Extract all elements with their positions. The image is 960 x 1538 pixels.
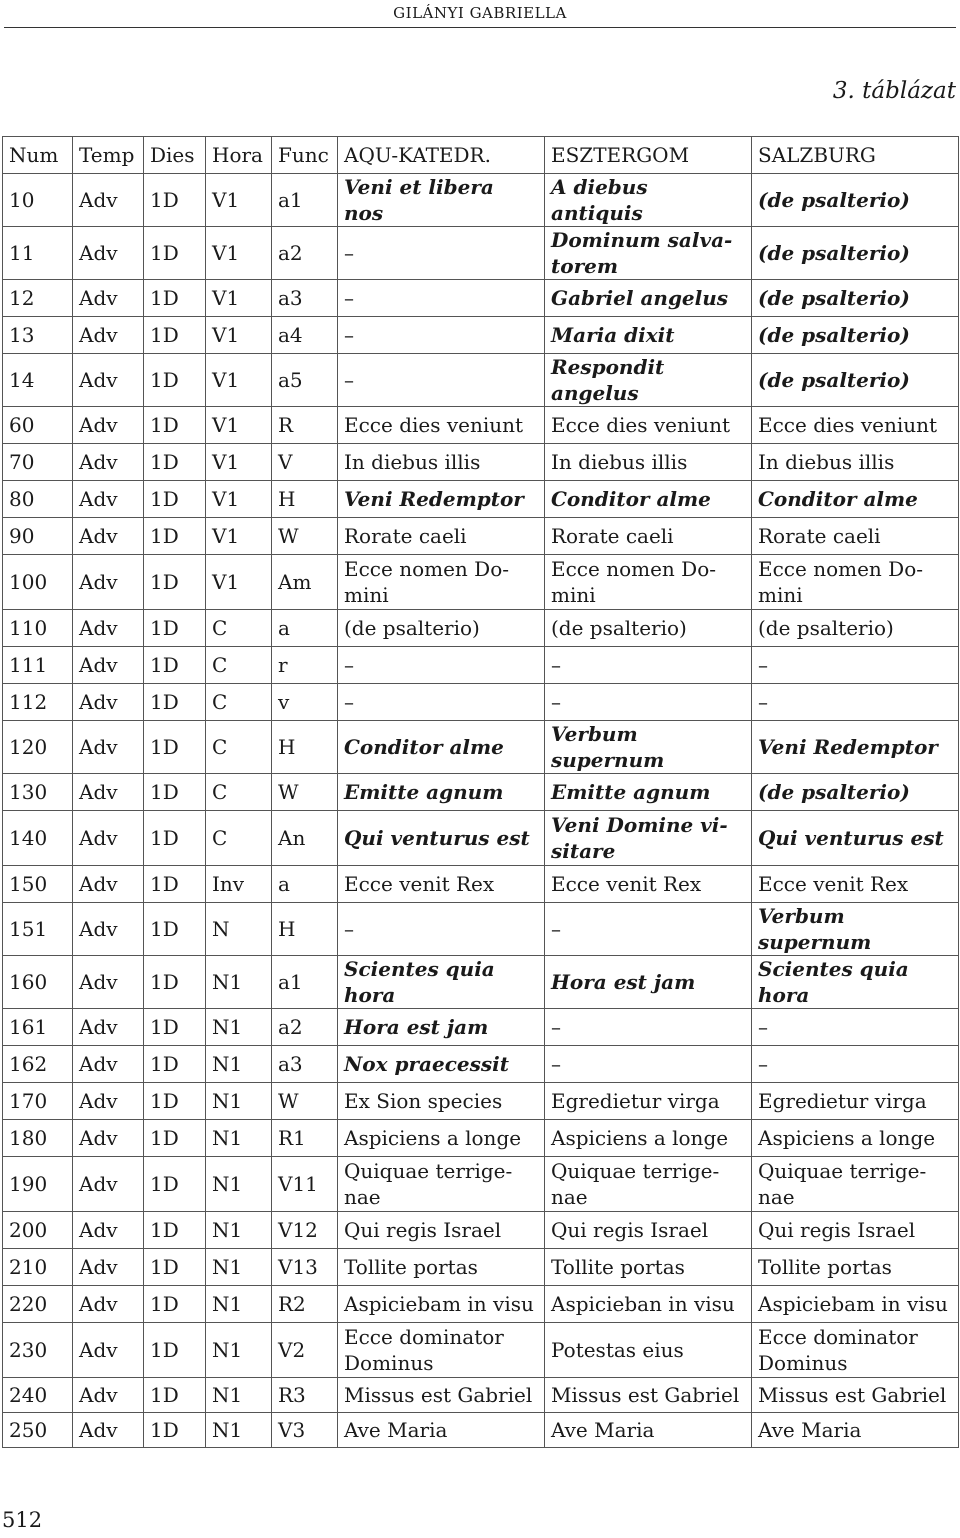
- cell-num: 240: [3, 1378, 73, 1413]
- cell-salzburg: Aspiciens a longe: [752, 1120, 959, 1157]
- cell-aqu: In diebus illis: [338, 444, 545, 481]
- page-number: 512: [2, 1508, 43, 1532]
- cell-hora: C: [206, 684, 272, 721]
- cell-func: An: [272, 811, 338, 866]
- cell-esztergom: Missus est Gabriel: [545, 1378, 752, 1413]
- cell-temp: Adv: [73, 1323, 144, 1378]
- cell-dies: 1D: [144, 956, 206, 1009]
- cell-num: 160: [3, 956, 73, 1009]
- cell-temp: Adv: [73, 956, 144, 1009]
- cell-aqu: Veni et libera nos: [338, 174, 545, 227]
- cell-aqu: Ex Sion species: [338, 1083, 545, 1120]
- cell-hora: V1: [206, 174, 272, 227]
- col-header-esztergom: ESZTERGOM: [545, 137, 752, 174]
- cell-dies: 1D: [144, 1323, 206, 1378]
- cell-aqu: –: [338, 317, 545, 354]
- cell-dies: 1D: [144, 610, 206, 647]
- cell-dies: 1D: [144, 354, 206, 407]
- table-row: [3, 555, 959, 610]
- cell-num: 120: [3, 721, 73, 774]
- cell-salzburg: (de psalterio): [752, 317, 959, 354]
- cell-aqu: Ecce venit Rex: [338, 866, 545, 903]
- table-header-row: [3, 137, 959, 174]
- cell-esztergom: Aspiciens a longe: [545, 1120, 752, 1157]
- cell-temp: Adv: [73, 774, 144, 811]
- cell-salzburg: Tollite portas: [752, 1249, 959, 1286]
- table-row: [3, 518, 959, 555]
- cell-hora: V1: [206, 227, 272, 280]
- cell-temp: Adv: [73, 1378, 144, 1413]
- table-row: [3, 1286, 959, 1323]
- cell-dies: 1D: [144, 174, 206, 227]
- cell-esztergom: –: [545, 1009, 752, 1046]
- cell-hora: N1: [206, 1083, 272, 1120]
- cell-func: V11: [272, 1157, 338, 1212]
- cell-salzburg: (de psalterio): [752, 280, 959, 317]
- cell-hora: N1: [206, 1157, 272, 1212]
- cell-temp: Adv: [73, 1413, 144, 1448]
- cell-aqu: –: [338, 280, 545, 317]
- cell-esztergom: Ecce dies veniunt: [545, 407, 752, 444]
- cell-dies: 1D: [144, 1046, 206, 1083]
- cell-esztergom: Hora est jam: [545, 956, 752, 1009]
- cell-dies: 1D: [144, 407, 206, 444]
- table-row: [3, 684, 959, 721]
- cell-dies: 1D: [144, 866, 206, 903]
- cell-salzburg: Scientes quia hora: [752, 956, 959, 1009]
- cell-func: a3: [272, 1046, 338, 1083]
- cell-num: 220: [3, 1286, 73, 1323]
- col-header-func: Func: [272, 137, 338, 174]
- cell-temp: Adv: [73, 407, 144, 444]
- cell-dies: 1D: [144, 774, 206, 811]
- cell-hora: Inv: [206, 866, 272, 903]
- col-header-temp: Temp: [73, 137, 144, 174]
- cell-esztergom: Gabriel angelus: [545, 280, 752, 317]
- cell-num: 111: [3, 647, 73, 684]
- cell-temp: Adv: [73, 610, 144, 647]
- cell-aqu: Conditor alme: [338, 721, 545, 774]
- cell-func: a: [272, 866, 338, 903]
- cell-func: H: [272, 903, 338, 956]
- cell-salzburg: Missus est Gabriel: [752, 1378, 959, 1413]
- cell-dies: 1D: [144, 1083, 206, 1120]
- cell-esztergom: Tollite portas: [545, 1249, 752, 1286]
- cell-aqu: Aspiciebam in visu: [338, 1286, 545, 1323]
- cell-func: a1: [272, 956, 338, 1009]
- cell-temp: Adv: [73, 280, 144, 317]
- chant-table: [2, 136, 959, 1448]
- cell-aqu: Tollite portas: [338, 1249, 545, 1286]
- table-row: [3, 1009, 959, 1046]
- cell-salzburg: –: [752, 684, 959, 721]
- cell-temp: Adv: [73, 903, 144, 956]
- cell-esztergom: Ave Maria: [545, 1413, 752, 1448]
- cell-temp: Adv: [73, 481, 144, 518]
- cell-func: R2: [272, 1286, 338, 1323]
- cell-dies: 1D: [144, 903, 206, 956]
- cell-hora: V1: [206, 481, 272, 518]
- table-row: [3, 610, 959, 647]
- cell-num: 60: [3, 407, 73, 444]
- cell-esztergom: Dominum salva-torem: [545, 227, 752, 280]
- cell-hora: V1: [206, 407, 272, 444]
- cell-func: a4: [272, 317, 338, 354]
- cell-esztergom: Ecce venit Rex: [545, 866, 752, 903]
- cell-temp: Adv: [73, 354, 144, 407]
- cell-temp: Adv: [73, 1212, 144, 1249]
- cell-temp: Adv: [73, 866, 144, 903]
- col-header-hora: Hora: [206, 137, 272, 174]
- cell-func: V12: [272, 1212, 338, 1249]
- cell-esztergom: A diebus antiquis: [545, 174, 752, 227]
- cell-esztergom: Emitte agnum: [545, 774, 752, 811]
- cell-num: 12: [3, 280, 73, 317]
- cell-temp: Adv: [73, 1157, 144, 1212]
- cell-salzburg: Conditor alme: [752, 481, 959, 518]
- cell-aqu: Aspiciens a longe: [338, 1120, 545, 1157]
- cell-aqu: (de psalterio): [338, 610, 545, 647]
- cell-temp: Adv: [73, 721, 144, 774]
- cell-func: V: [272, 444, 338, 481]
- cell-salzburg: (de psalterio): [752, 227, 959, 280]
- cell-func: H: [272, 721, 338, 774]
- cell-func: V3: [272, 1413, 338, 1448]
- cell-func: R3: [272, 1378, 338, 1413]
- cell-dies: 1D: [144, 227, 206, 280]
- cell-hora: C: [206, 610, 272, 647]
- cell-temp: Adv: [73, 227, 144, 280]
- cell-salzburg: In diebus illis: [752, 444, 959, 481]
- cell-aqu: –: [338, 354, 545, 407]
- cell-num: 70: [3, 444, 73, 481]
- cell-hora: N1: [206, 1212, 272, 1249]
- cell-num: 80: [3, 481, 73, 518]
- col-header-dies: Dies: [144, 137, 206, 174]
- cell-hora: N1: [206, 1286, 272, 1323]
- cell-dies: 1D: [144, 684, 206, 721]
- cell-hora: V1: [206, 444, 272, 481]
- cell-aqu: Qui regis Israel: [338, 1212, 545, 1249]
- cell-hora: V1: [206, 317, 272, 354]
- cell-func: a5: [272, 354, 338, 407]
- cell-hora: N1: [206, 1378, 272, 1413]
- cell-num: 170: [3, 1083, 73, 1120]
- cell-num: 10: [3, 174, 73, 227]
- cell-dies: 1D: [144, 555, 206, 610]
- cell-hora: C: [206, 774, 272, 811]
- table-row: [3, 1046, 959, 1083]
- table-row: [3, 227, 959, 280]
- table-row: [3, 1378, 959, 1413]
- cell-salzburg: Aspiciebam in visu: [752, 1286, 959, 1323]
- cell-aqu: Ecce nomen Do-mini: [338, 555, 545, 610]
- cell-num: 162: [3, 1046, 73, 1083]
- table-row: [3, 1249, 959, 1286]
- table-row: [3, 444, 959, 481]
- cell-num: 13: [3, 317, 73, 354]
- cell-dies: 1D: [144, 1249, 206, 1286]
- cell-salzburg: (de psalterio): [752, 610, 959, 647]
- cell-esztergom: Conditor alme: [545, 481, 752, 518]
- running-head: GILÁNYI GABRIELLA: [393, 4, 567, 22]
- cell-esztergom: Veni Domine vi-sitare: [545, 811, 752, 866]
- cell-dies: 1D: [144, 481, 206, 518]
- cell-func: Am: [272, 555, 338, 610]
- cell-aqu: –: [338, 227, 545, 280]
- cell-aqu: Scientes quia hora: [338, 956, 545, 1009]
- cell-esztergom: –: [545, 684, 752, 721]
- cell-aqu: –: [338, 647, 545, 684]
- cell-hora: N1: [206, 1323, 272, 1378]
- cell-aqu: Ave Maria: [338, 1413, 545, 1448]
- cell-salzburg: –: [752, 1046, 959, 1083]
- cell-aqu: –: [338, 903, 545, 956]
- table-row: [3, 481, 959, 518]
- cell-dies: 1D: [144, 1413, 206, 1448]
- cell-func: a3: [272, 280, 338, 317]
- cell-esztergom: (de psalterio): [545, 610, 752, 647]
- cell-num: 130: [3, 774, 73, 811]
- cell-dies: 1D: [144, 811, 206, 866]
- cell-aqu: Nox praecessit: [338, 1046, 545, 1083]
- cell-salzburg: (de psalterio): [752, 774, 959, 811]
- table-row: [3, 407, 959, 444]
- cell-num: 100: [3, 555, 73, 610]
- cell-aqu: Qui venturus est: [338, 811, 545, 866]
- cell-func: V2: [272, 1323, 338, 1378]
- cell-dies: 1D: [144, 1009, 206, 1046]
- cell-esztergom: Ecce nomen Do-mini: [545, 555, 752, 610]
- cell-aqu: Quiquae terrige-nae: [338, 1157, 545, 1212]
- cell-hora: N1: [206, 1249, 272, 1286]
- cell-num: 90: [3, 518, 73, 555]
- table-row: [3, 174, 959, 227]
- cell-temp: Adv: [73, 1046, 144, 1083]
- cell-aqu: Ecce dominator Dominus: [338, 1323, 545, 1378]
- cell-temp: Adv: [73, 174, 144, 227]
- cell-temp: Adv: [73, 1286, 144, 1323]
- cell-salzburg: Verbum supernum: [752, 903, 959, 956]
- table-row: [3, 721, 959, 774]
- table-row: [3, 1157, 959, 1212]
- cell-salzburg: (de psalterio): [752, 354, 959, 407]
- cell-hora: V1: [206, 354, 272, 407]
- cell-dies: 1D: [144, 647, 206, 684]
- cell-esztergom: Potestas eius: [545, 1323, 752, 1378]
- col-header-num: Num: [3, 137, 73, 174]
- table-row: [3, 956, 959, 1009]
- cell-dies: 1D: [144, 1120, 206, 1157]
- cell-esztergom: Quiquae terrige-nae: [545, 1157, 752, 1212]
- cell-num: 161: [3, 1009, 73, 1046]
- cell-num: 150: [3, 866, 73, 903]
- cell-func: v: [272, 684, 338, 721]
- cell-func: H: [272, 481, 338, 518]
- cell-num: 14: [3, 354, 73, 407]
- cell-func: a1: [272, 174, 338, 227]
- table-row: [3, 866, 959, 903]
- cell-dies: 1D: [144, 518, 206, 555]
- cell-temp: Adv: [73, 1083, 144, 1120]
- cell-hora: N1: [206, 1413, 272, 1448]
- table-row: [3, 1120, 959, 1157]
- cell-func: a2: [272, 227, 338, 280]
- table-row: [3, 811, 959, 866]
- header-rule: [4, 27, 956, 28]
- cell-num: 250: [3, 1413, 73, 1448]
- table-row: [3, 354, 959, 407]
- cell-temp: Adv: [73, 444, 144, 481]
- cell-salzburg: –: [752, 1009, 959, 1046]
- cell-esztergom: In diebus illis: [545, 444, 752, 481]
- cell-hora: C: [206, 647, 272, 684]
- cell-func: a2: [272, 1009, 338, 1046]
- table-caption: 3. táblázat: [832, 78, 956, 104]
- cell-salzburg: Ecce dominator Dominus: [752, 1323, 959, 1378]
- cell-temp: Adv: [73, 317, 144, 354]
- cell-aqu: Missus est Gabriel: [338, 1378, 545, 1413]
- cell-salzburg: Veni Redemptor: [752, 721, 959, 774]
- cell-num: 230: [3, 1323, 73, 1378]
- col-header-aqu: AQU-KATEDR.: [338, 137, 545, 174]
- cell-temp: Adv: [73, 647, 144, 684]
- cell-esztergom: Verbum supernum: [545, 721, 752, 774]
- cell-esztergom: Qui regis Israel: [545, 1212, 752, 1249]
- cell-esztergom: Respondit angelus: [545, 354, 752, 407]
- cell-esztergom: Rorate caeli: [545, 518, 752, 555]
- cell-esztergom: –: [545, 1046, 752, 1083]
- table-row: [3, 317, 959, 354]
- cell-temp: Adv: [73, 518, 144, 555]
- cell-num: 200: [3, 1212, 73, 1249]
- cell-hora: V1: [206, 555, 272, 610]
- cell-func: V13: [272, 1249, 338, 1286]
- cell-dies: 1D: [144, 444, 206, 481]
- table-row: [3, 1083, 959, 1120]
- cell-hora: V1: [206, 518, 272, 555]
- cell-temp: Adv: [73, 555, 144, 610]
- cell-hora: N: [206, 903, 272, 956]
- cell-aqu: Hora est jam: [338, 1009, 545, 1046]
- cell-esztergom: Aspicieban in visu: [545, 1286, 752, 1323]
- cell-num: 11: [3, 227, 73, 280]
- cell-num: 151: [3, 903, 73, 956]
- cell-esztergom: Egredietur virga: [545, 1083, 752, 1120]
- cell-aqu: Ecce dies veniunt: [338, 407, 545, 444]
- col-header-salzburg: SALZBURG: [752, 137, 959, 174]
- cell-salzburg: –: [752, 647, 959, 684]
- cell-hora: C: [206, 721, 272, 774]
- table-row: [3, 774, 959, 811]
- cell-dies: 1D: [144, 1212, 206, 1249]
- cell-dies: 1D: [144, 1286, 206, 1323]
- cell-num: 140: [3, 811, 73, 866]
- cell-func: a: [272, 610, 338, 647]
- cell-hora: N1: [206, 1120, 272, 1157]
- cell-salzburg: (de psalterio): [752, 174, 959, 227]
- cell-func: W: [272, 774, 338, 811]
- cell-hora: N1: [206, 956, 272, 1009]
- cell-num: 190: [3, 1157, 73, 1212]
- cell-esztergom: –: [545, 903, 752, 956]
- cell-temp: Adv: [73, 1249, 144, 1286]
- cell-salzburg: Qui regis Israel: [752, 1212, 959, 1249]
- cell-esztergom: –: [545, 647, 752, 684]
- cell-salzburg: Ave Maria: [752, 1413, 959, 1448]
- cell-func: r: [272, 647, 338, 684]
- cell-hora: C: [206, 811, 272, 866]
- cell-salzburg: Rorate caeli: [752, 518, 959, 555]
- table-row: [3, 1323, 959, 1378]
- cell-temp: Adv: [73, 811, 144, 866]
- cell-salzburg: Ecce venit Rex: [752, 866, 959, 903]
- cell-func: R: [272, 407, 338, 444]
- cell-num: 210: [3, 1249, 73, 1286]
- cell-dies: 1D: [144, 1157, 206, 1212]
- table-row: [3, 903, 959, 956]
- cell-aqu: Veni Redemptor: [338, 481, 545, 518]
- cell-temp: Adv: [73, 1009, 144, 1046]
- cell-temp: Adv: [73, 684, 144, 721]
- cell-salzburg: Egredietur virga: [752, 1083, 959, 1120]
- cell-func: W: [272, 518, 338, 555]
- table-row: [3, 1413, 959, 1448]
- cell-salzburg: Quiquae terrige-nae: [752, 1157, 959, 1212]
- cell-esztergom: Maria dixit: [545, 317, 752, 354]
- cell-aqu: –: [338, 684, 545, 721]
- cell-num: 180: [3, 1120, 73, 1157]
- cell-aqu: Rorate caeli: [338, 518, 545, 555]
- cell-salzburg: Ecce dies veniunt: [752, 407, 959, 444]
- table-row: [3, 647, 959, 684]
- cell-salzburg: Qui venturus est: [752, 811, 959, 866]
- cell-func: R1: [272, 1120, 338, 1157]
- cell-hora: N1: [206, 1009, 272, 1046]
- cell-num: 112: [3, 684, 73, 721]
- cell-salzburg: Ecce nomen Do-mini: [752, 555, 959, 610]
- table-row: [3, 280, 959, 317]
- cell-aqu: Emitte agnum: [338, 774, 545, 811]
- cell-dies: 1D: [144, 1378, 206, 1413]
- cell-hora: V1: [206, 280, 272, 317]
- table-row: [3, 1212, 959, 1249]
- cell-func: W: [272, 1083, 338, 1120]
- cell-dies: 1D: [144, 721, 206, 774]
- cell-hora: N1: [206, 1046, 272, 1083]
- cell-dies: 1D: [144, 280, 206, 317]
- cell-dies: 1D: [144, 317, 206, 354]
- cell-num: 110: [3, 610, 73, 647]
- cell-temp: Adv: [73, 1120, 144, 1157]
